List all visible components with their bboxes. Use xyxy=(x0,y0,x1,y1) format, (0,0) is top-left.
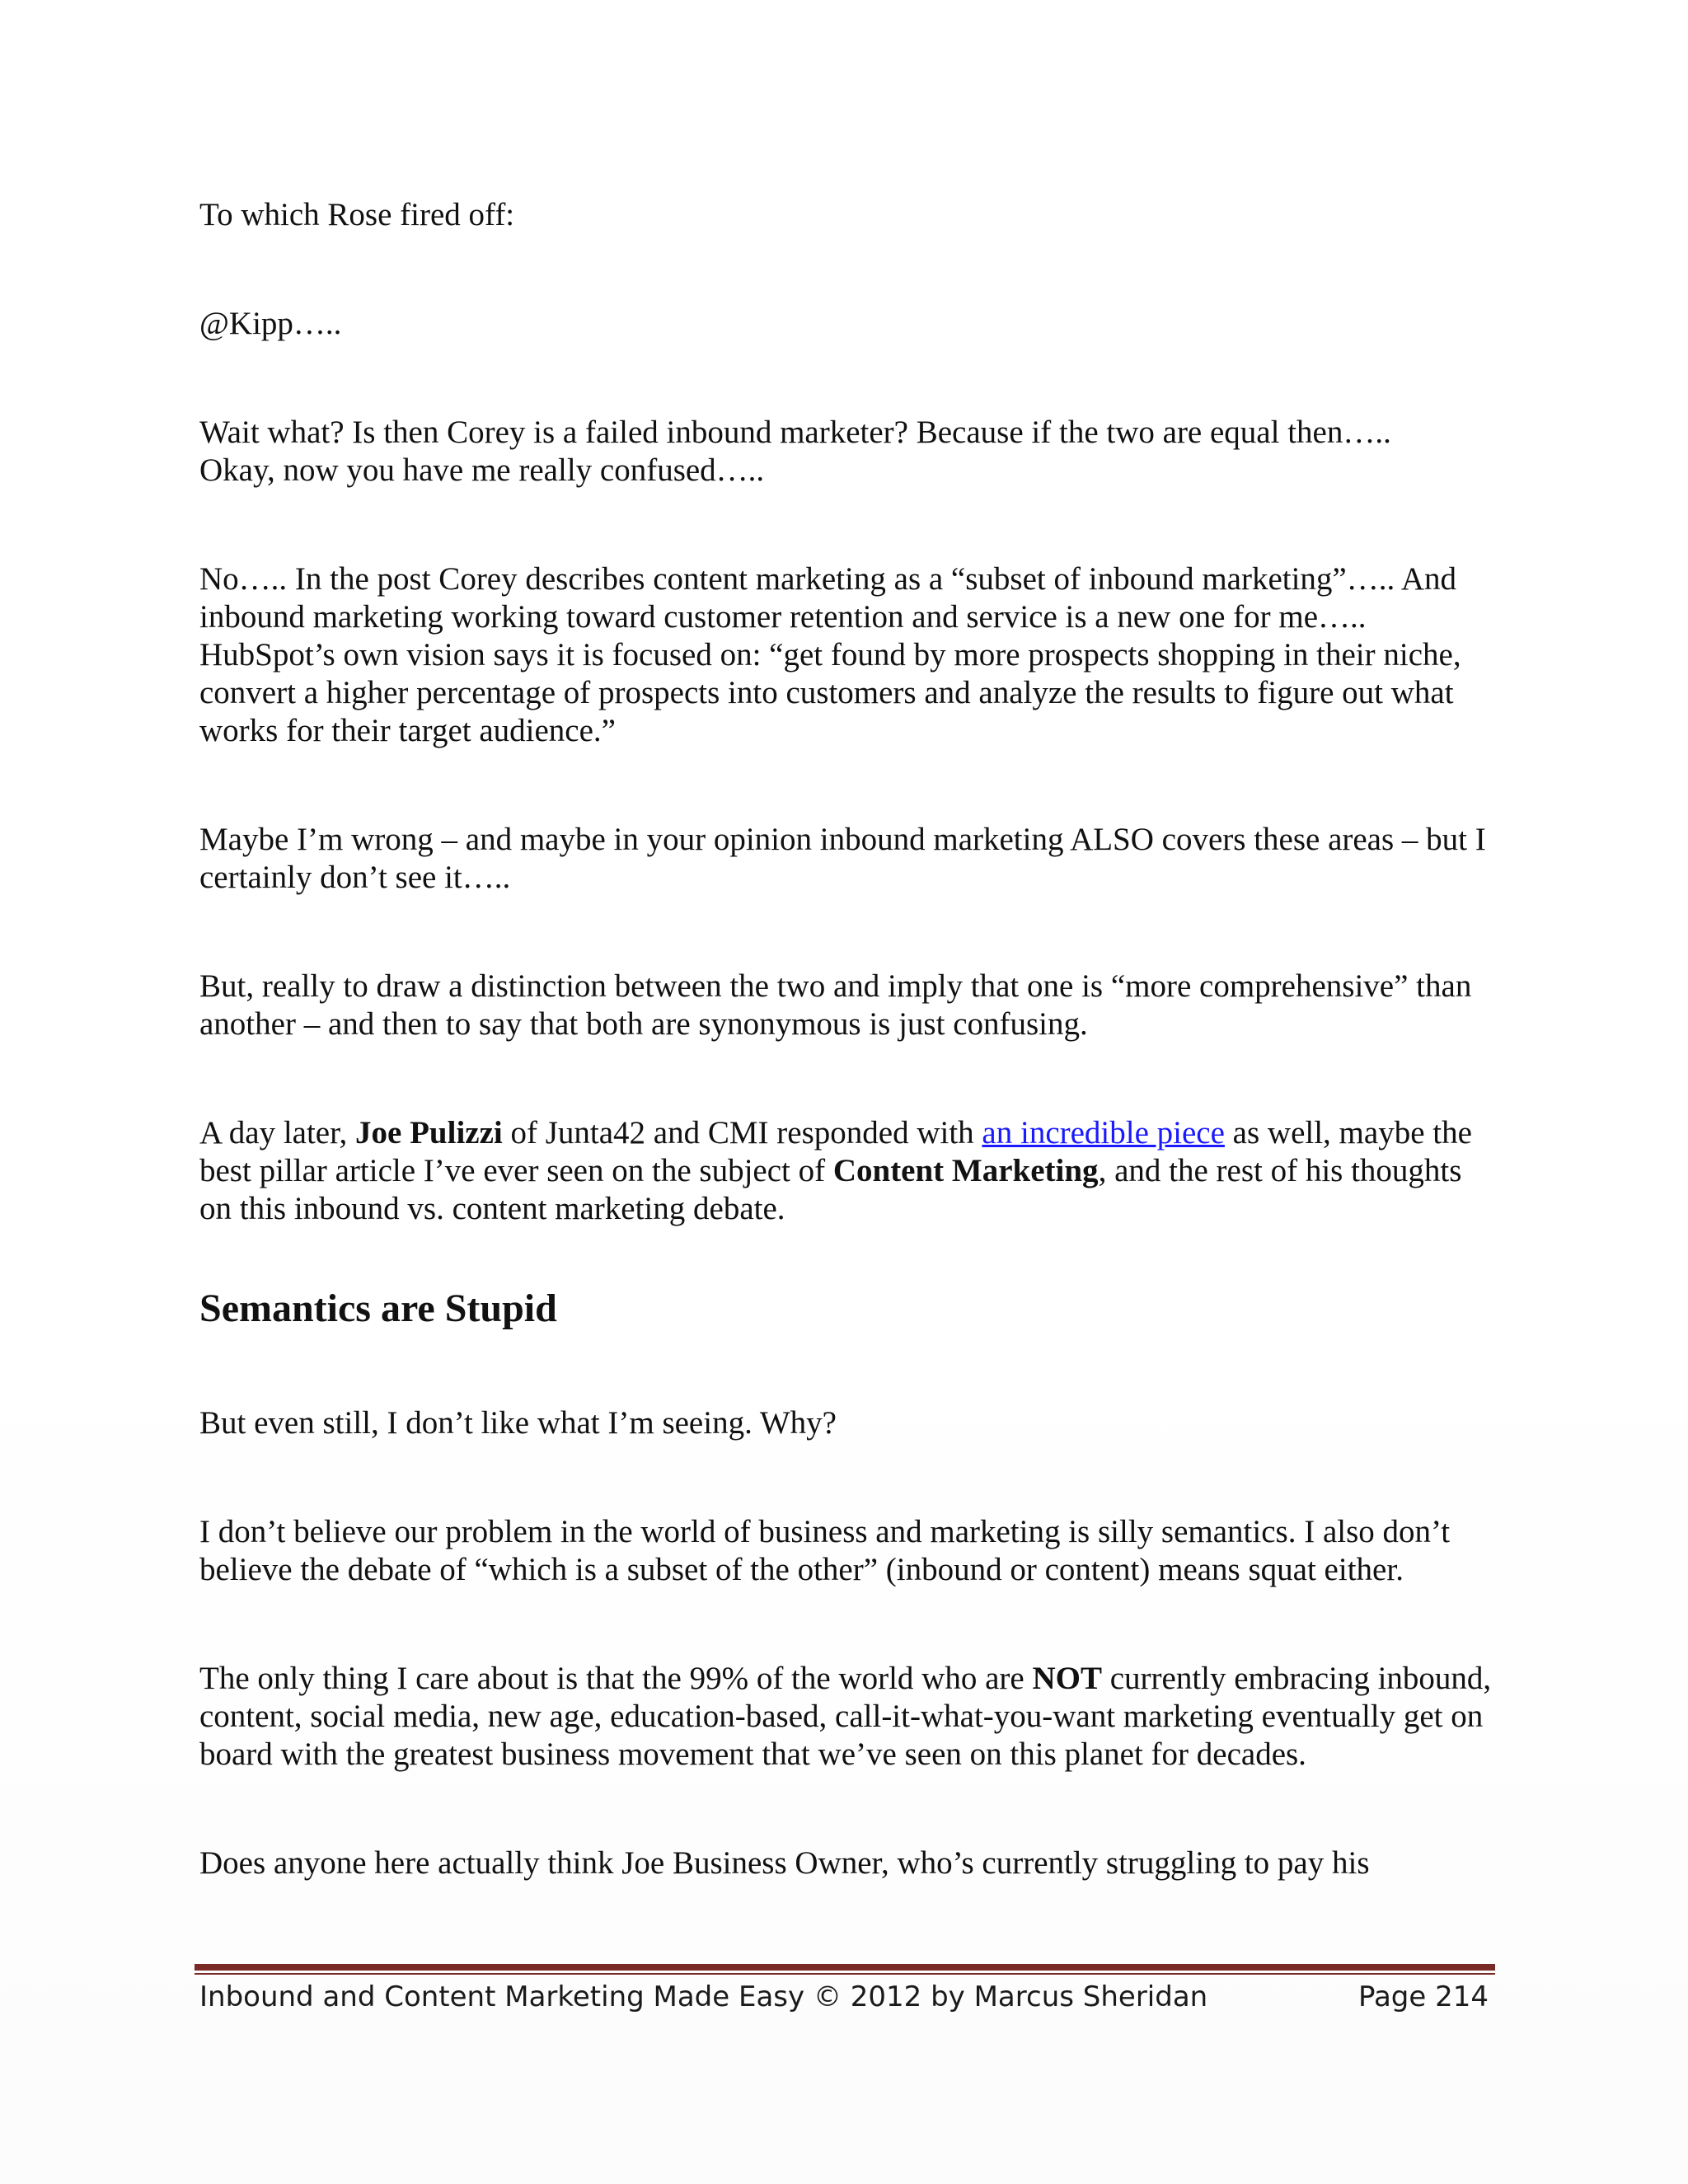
page-number: Page 214 xyxy=(1357,1980,1489,2013)
text-run: as well, maybe the best pillar article I’ve ever seen on the subject of xyxy=(199,1115,1472,1188)
paragraph: To which Rose fired off: xyxy=(199,197,515,232)
bold-emphasis: NOT xyxy=(1032,1661,1102,1696)
paragraph: @Kipp….. xyxy=(199,306,342,341)
paragraph: Maybe I’m wrong – and maybe in your opinion inbound marketing ALSO covers these areas – but I certainly don’t see it….. xyxy=(199,822,1486,895)
paragraph xyxy=(199,414,1502,490)
text-run: The only thing I care about is that the 99% of the world who are xyxy=(199,1661,1033,1696)
text-run: currently embracing inbound, content, social media, new age, education-based, call-it-what-you-want marketing eventually get on board with the greatest business movement that we’ve seen on this planet for decades. xyxy=(199,1661,1492,1772)
paragraph: I don’t believe our problem in the world of business and marketing is silly semantics. I also don’t believe the debate of “which is a subset of the other” (inbound or content) means squat either. xyxy=(199,1514,1451,1587)
page-body xyxy=(199,196,1502,1953)
paragraph: No….. In the post Corey describes content marketing as a “subset of inbound marketing”….. And inbound marketing working toward customer retention and service is a new one for me….. HubSpot’s own vision says it is focused on: “get found by more prospects shopping in their niche, convert a higher percentage of prospects into customers and analyze the results to figure out what works for their target audience.” xyxy=(199,561,1461,748)
footer-rule-thick xyxy=(195,1964,1495,1971)
paragraph-line: Okay, now you have me really confused….. xyxy=(199,452,765,488)
footer-copyright: Inbound and Content Marketing Made Easy © 2012 by Marcus Sheridan xyxy=(199,1980,1208,2013)
paragraph: But even still, I don’t like what I’m seeing. Why? xyxy=(199,1405,837,1441)
page-footer xyxy=(199,1976,1489,2018)
footer-rule-thin xyxy=(195,1973,1495,1975)
paragraph xyxy=(199,1114,1502,1228)
bold-term: Content Marketing xyxy=(832,1153,1099,1188)
article-link[interactable]: an incredible piece xyxy=(982,1115,1225,1151)
text-run: A day later, xyxy=(199,1115,356,1151)
paragraph-line: Wait what? Is then Corey is a failed inbound marketer? Because if the two are equal then….. xyxy=(199,415,1391,450)
section-heading: Semantics are Stupid xyxy=(199,1286,557,1330)
paragraph: But, really to draw a distinction between the two and imply that one is “more comprehensive” than another – and then to say that both are synonymous is just confusing. xyxy=(199,968,1472,1042)
bold-name: Joe Pulizzi xyxy=(355,1115,503,1151)
text-run: of Junta42 and CMI responded with xyxy=(502,1115,982,1151)
text-run: , and the rest of his thoughts on this inbound vs. content marketing debate. xyxy=(199,1153,1462,1226)
paragraph: Does anyone here actually think Joe Business Owner, who’s currently struggling to pay his xyxy=(199,1845,1370,1881)
paragraph xyxy=(199,1660,1502,1774)
